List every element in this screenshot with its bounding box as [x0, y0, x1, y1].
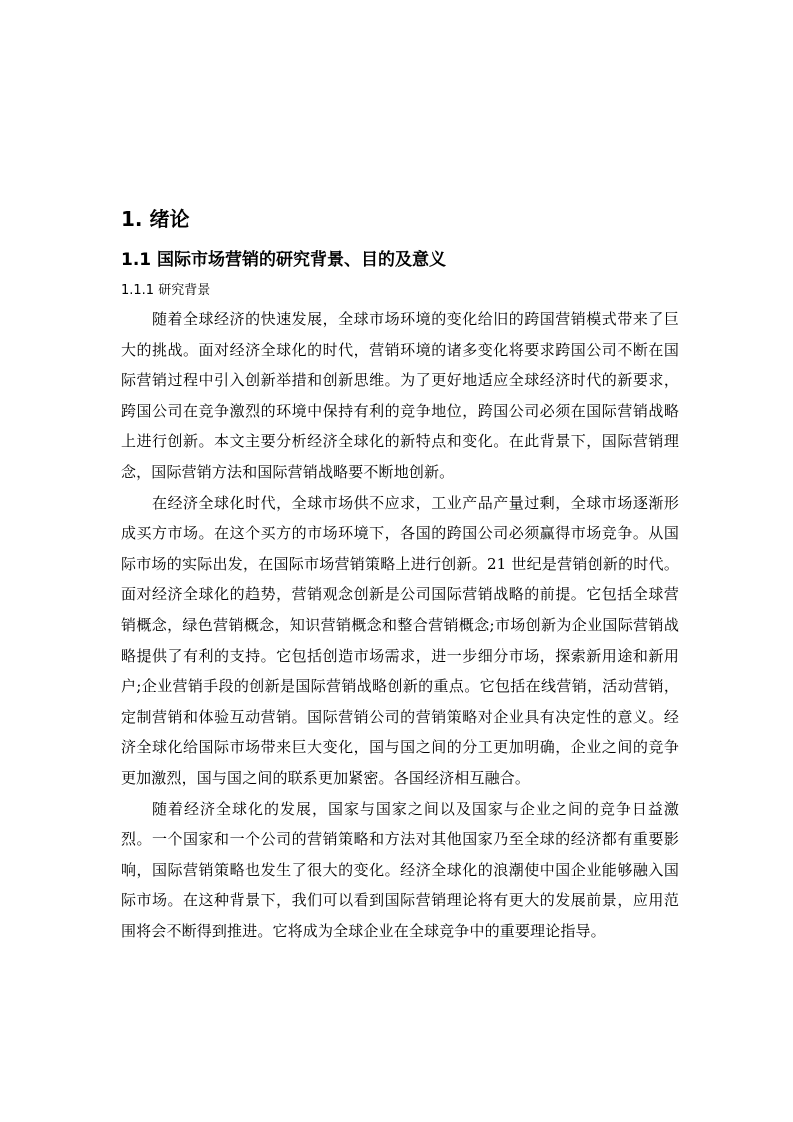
body-paragraph-1: 随着全球经济的快速发展，全球市场环境的变化给旧的跨国营销模式带来了巨大的挑战。面对经济全球化的时代，营销环境的诸多变化将要求跨国公司不断在国际营销过程中引入创新举措和创新思维。为了更好地适应全球经济时代的新要求，跨国公司在竞争激烈的环境中保持有利的竞争地位，跨国公司必须在国际营销战略上进行创新。本文主要分析经济全球化的新特点和变化。在此背景下，国际营销理念，国际营销方法和国际营销战略要不断地创新。: [121, 310, 679, 481]
page-content: [121, 200, 679, 946]
body-paragraph-3: 随着经济全球化的发展，国家与国家之间以及国家与企业之间的竞争日益激烈。一个国家和一个公司的营销策略和方法对其他国家乃至全球的经济都有重要影响，国际营销策略也发生了很大的变化。经济全球化的浪潮使中国企业能够融入国际市场。在这种背景下，我们可以看到国际营销理论将有更大的发展前景，应用范围将会不断得到推进。它将成为全球企业在全球竞争中的重要理论指导。: [121, 799, 679, 940]
section-title: 1.1 国际市场营销的研究背景、目的及意义: [121, 250, 447, 270]
subsection-title: 1.1.1 研究背景: [121, 283, 211, 298]
chapter-title: 1. 绪论: [121, 207, 190, 231]
body-paragraph-2: 在经济全球化时代，全球市场供不应求，工业产品产量过剩，全球市场逐渐形成买方市场。在这个买方的市场环境下，各国的跨国公司必须赢得市场竞争。从国际市场的实际出发，在国际市场营销策略上进行创新。21 世纪是营销创新的时代。面对经济全球化的趋势，营销观念创新是公司国际营销战略的前提。它包括全球营销概念，绿色营销概念，知识营销概念和整合营销概念;市场创新为企业国际营销战略提供了有利的支持。它包括创造市场需求，进一步细分市场，探索新用途和新用户;企业营销手段的创新是国际营销战略创新的重点。它包括在线营销，活动营销，定制营销和体验互动营销。国际营销公司的营销策略对企业具有决定性的意义。经济全球化给国际市场带来巨大变化，国与国之间的分工更加明确，企业之间的竞争更加激烈，国与国之间的联系更加紧密。各国经济相互融合。: [121, 493, 679, 787]
